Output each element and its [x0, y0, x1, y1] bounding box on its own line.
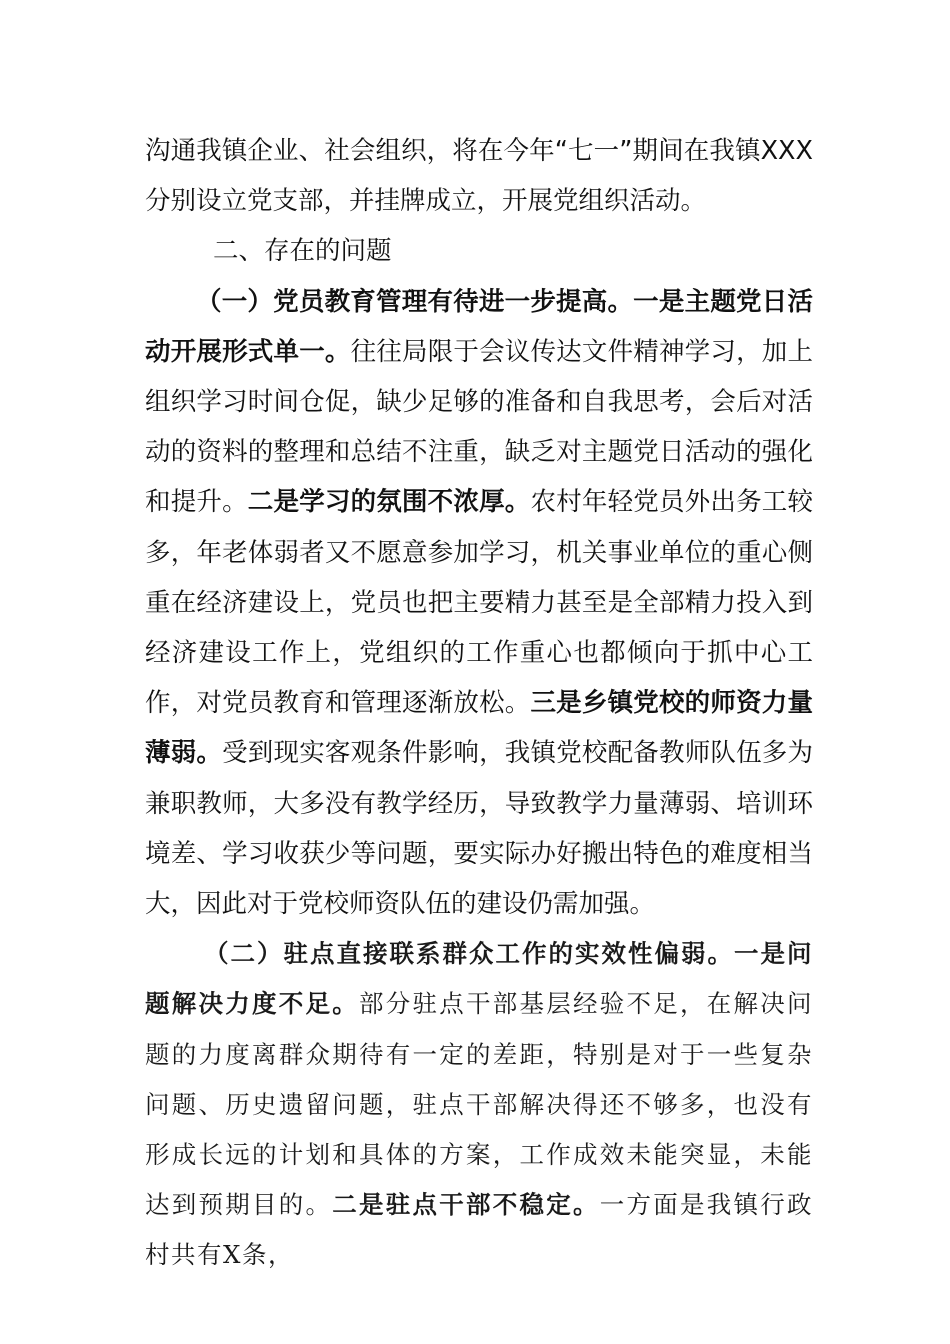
- body-text: 一方面是我镇行政村共有X条，: [145, 1190, 813, 1270]
- document-page: [145, 126, 813, 1281]
- subheading-bold: （一）党员教育管理有待进一步提高。一是主题党日活动开展形式单一。: [145, 286, 813, 367]
- body-text: 农村年轻党员外出务工较多，年老体弱者又不愿意参加学习，机关事业单位的重心侧重在经济建设上，党员也把主要精力甚至是全部精力投入到经济建设工作上，党组织的工作重心也都倾向于抓中心工作，对党员教育和管理逐渐放松。: [145, 487, 813, 719]
- subheading-bold: （二）驻点直接联系群众工作的实效性偏弱。一是问题解决力度不足。: [145, 939, 813, 1019]
- body-text: 往往局限于会议传达文件精神学习，加上组织学习时间仓促，缺少足够的准备和自我思考，会后对活动的资料的整理和总结不注重，缺乏对主题党日活动的强化和提升。: [145, 336, 813, 518]
- body-text: 受到现实客观条件影响，我镇党校配备教师队伍多为兼职教师，大多没有教学经历，导致教学力量薄弱、培训环境差、学习收获少等问题，要实际办好搬出特色的难度相当大，因此对于党校师资队伍的建设仍需加强。: [145, 738, 813, 920]
- paragraph-contact-masses: [145, 929, 813, 1280]
- section-heading: 二、存在的问题: [213, 236, 392, 267]
- paragraph-continuation: 沟通我镇企业、社会组织，将在今年“七一”期间在我镇XXX分别设立党支部，并挂牌成立，开展党组织活动。: [145, 136, 813, 217]
- point-bold: 二是学习的氛围不浓厚。: [247, 487, 531, 518]
- point-bold: 二是驻点干部不稳定。: [332, 1190, 600, 1220]
- body-text: 部分驻点干部基层经验不足，在解决问题的力度离群众期待有一定的差距，特别是对于一些复杂问题、历史遗留问题，驻点干部解决得还不够多，也没有形成长远的计划和具体的方案，工作成效未能突显，未能达到预期目的。: [145, 989, 813, 1220]
- paragraph-party-education: [145, 277, 813, 930]
- point-bold: 三是乡镇党校的师资力量薄弱。: [145, 688, 813, 769]
